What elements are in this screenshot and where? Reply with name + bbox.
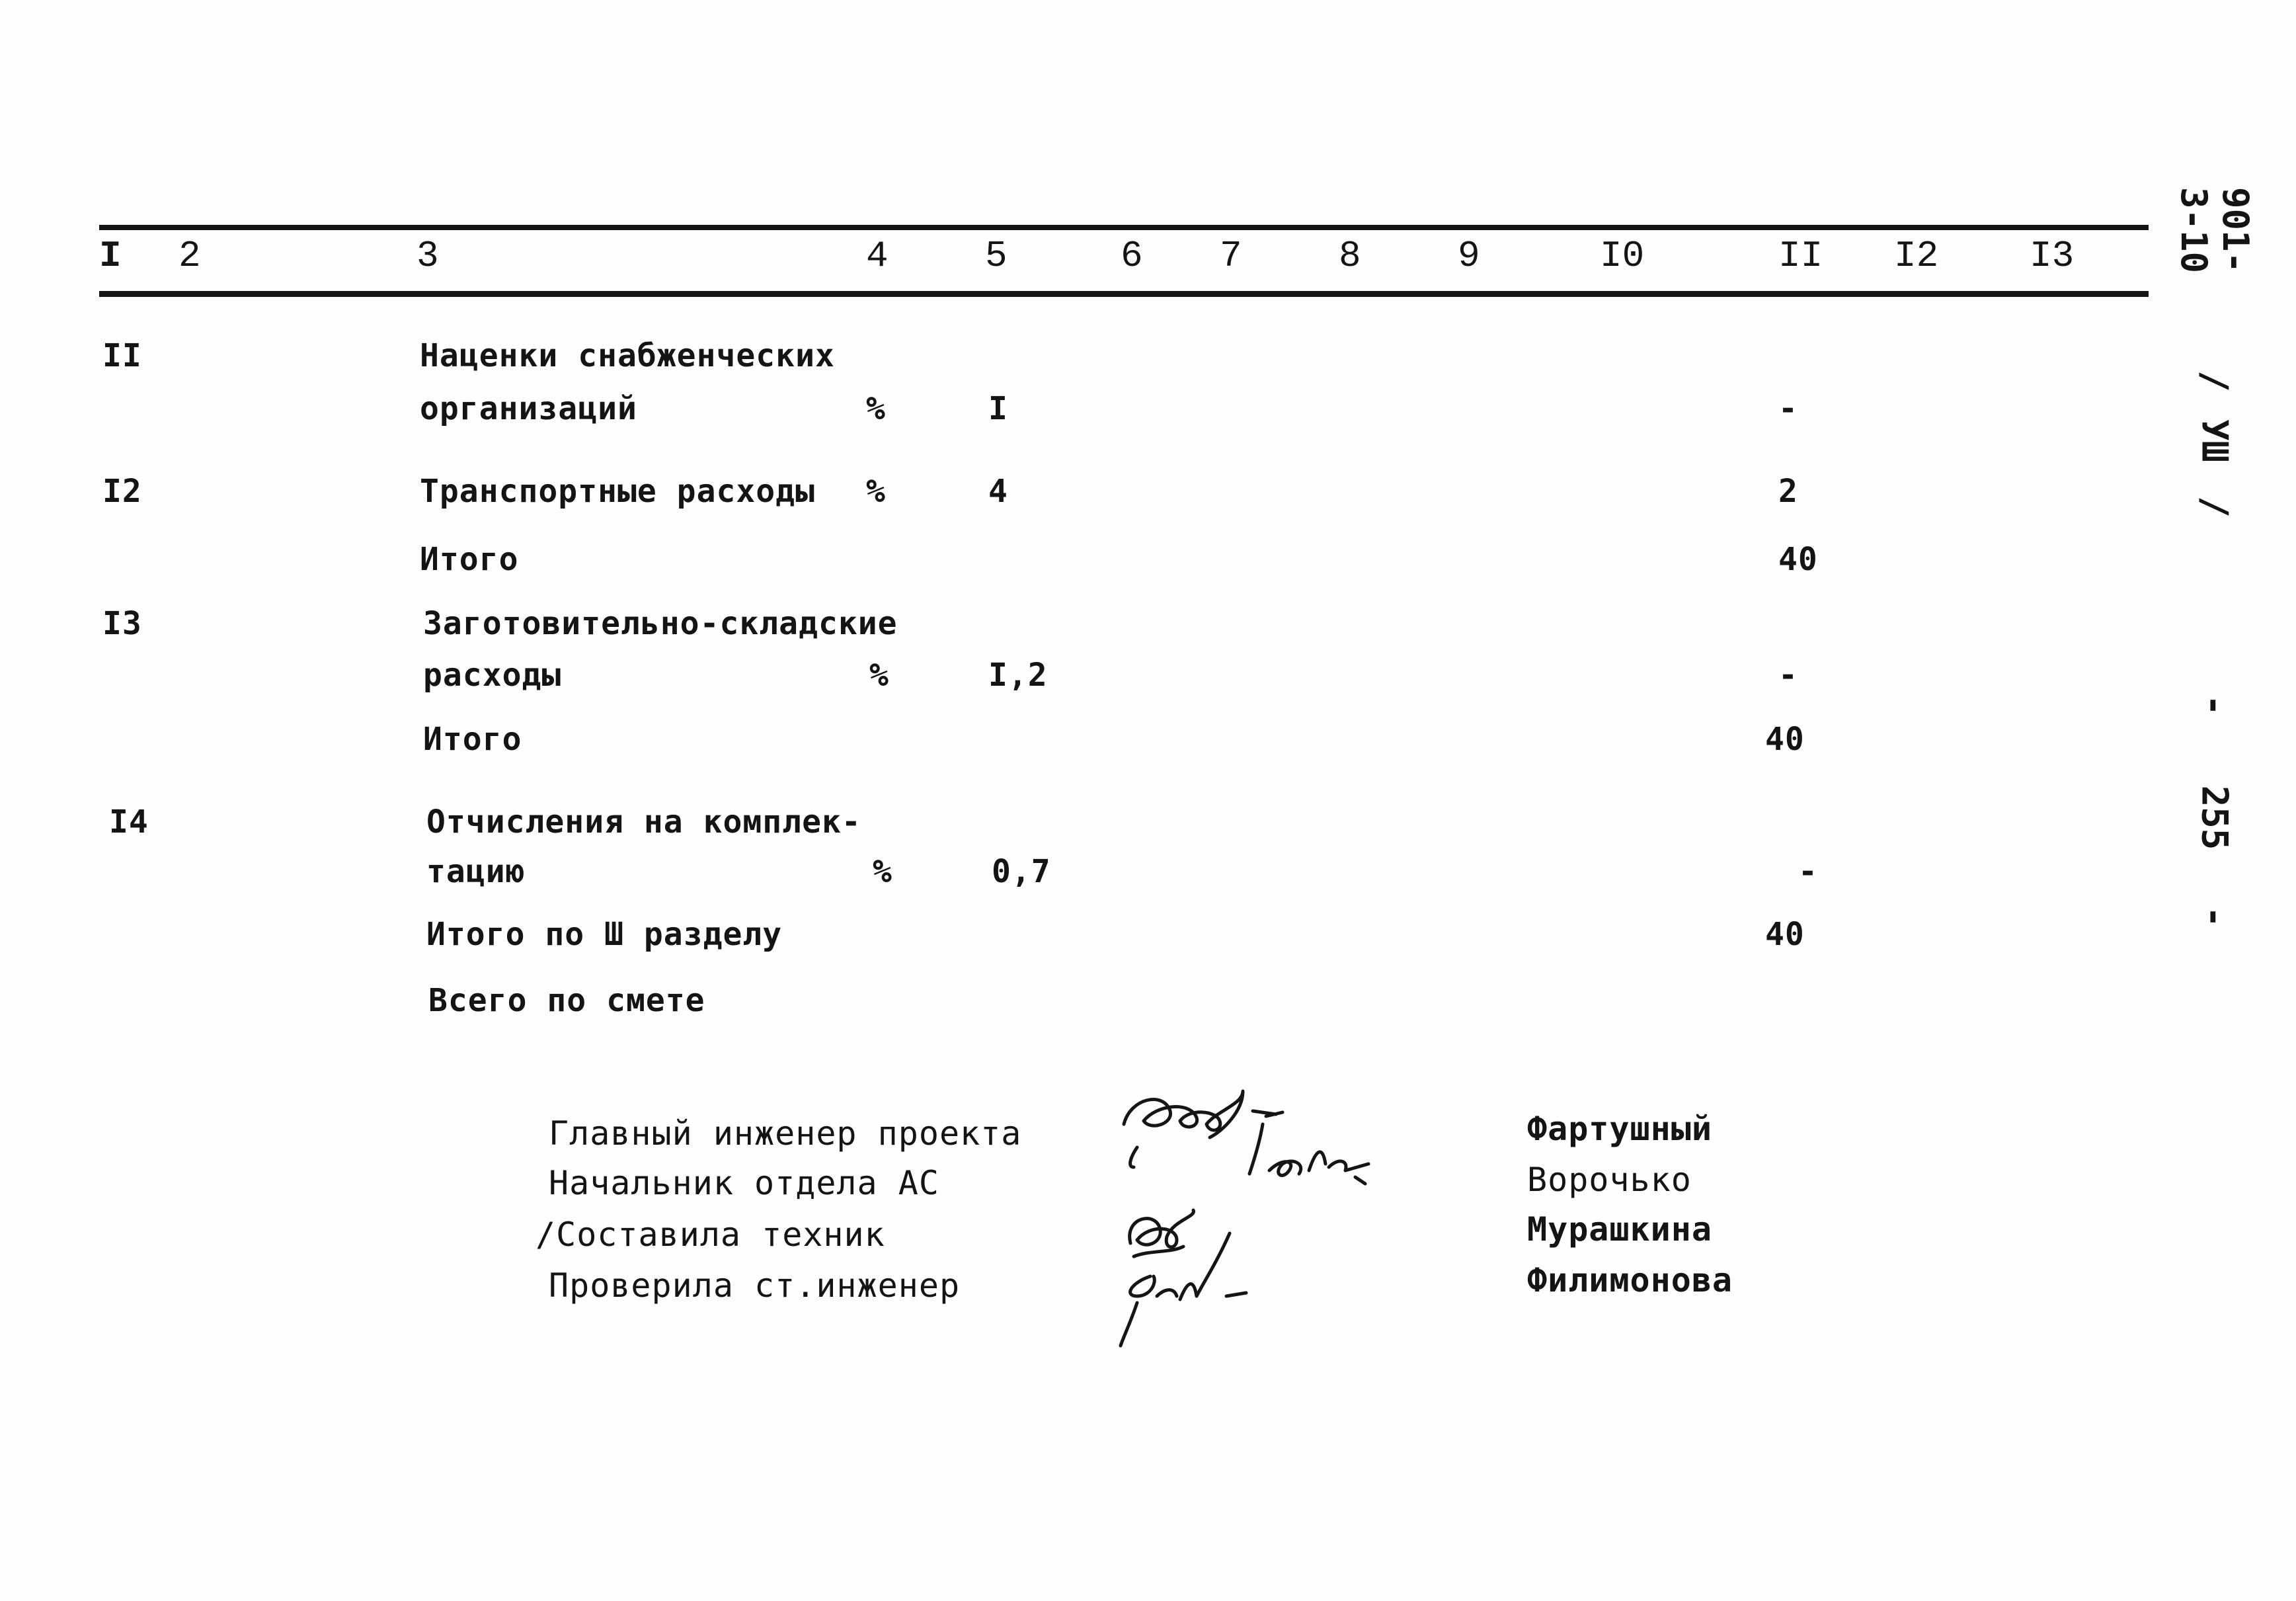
row-number: I4 [109, 803, 149, 841]
signature-technician [1130, 1210, 1194, 1256]
column-header: 8 [1339, 235, 1361, 277]
row-name: Итого [423, 721, 522, 758]
document-code: 901-3-10 [2173, 186, 2256, 274]
row-number: II [102, 337, 142, 374]
row-number: I3 [102, 605, 142, 642]
row-name: Транспортные расходы [420, 473, 815, 510]
row-col11: 2 [1778, 473, 1798, 510]
row-unit: % [873, 853, 892, 890]
signoff-name: Ворочько [1527, 1161, 1692, 1199]
column-header: I0 [1600, 235, 1645, 277]
row-rate: 0,7 [992, 853, 1051, 890]
row-rate: 4 [988, 473, 1008, 510]
signoff-name: Филимонова [1527, 1261, 1733, 1299]
signoff-role: Проверила ст.инженер [549, 1266, 961, 1305]
row-col11: 40 [1765, 916, 1805, 953]
signoff-role: /Составила техник [535, 1215, 885, 1254]
separator-slash: / [2194, 496, 2236, 518]
row-name: Итого по Ш разделу [426, 916, 783, 953]
table-header-rule [99, 291, 2149, 297]
row-name: расходы [423, 657, 562, 694]
signoff-role: Начальник отдела АС [549, 1164, 939, 1202]
row-name: Заготовительно-складские [423, 605, 898, 642]
album-number: УШ [2194, 419, 2236, 463]
row-name: тацию [426, 853, 526, 890]
row-col11: - [1778, 390, 1798, 427]
column-header: 3 [416, 235, 439, 277]
signoff-role: Главный инженер проекта [549, 1114, 1022, 1153]
column-header: I2 [1894, 235, 1939, 277]
row-unit: % [866, 473, 886, 510]
signoff-name: Мурашкина [1527, 1210, 1712, 1249]
column-header: 5 [985, 235, 1008, 277]
signature-chief-engineer [1124, 1091, 1283, 1167]
row-number: I2 [102, 473, 142, 510]
handwritten-signatures [1111, 1085, 1454, 1375]
row-col11: - [1798, 853, 1818, 890]
column-header: 2 [178, 235, 201, 277]
column-header: 4 [866, 235, 889, 277]
signature-head-of-department [1249, 1124, 1368, 1184]
side-margin [2165, 162, 2264, 928]
signature-senior-engineer [1121, 1233, 1246, 1346]
column-header: I [99, 235, 122, 277]
column-header: 9 [1458, 235, 1480, 277]
row-rate: I,2 [988, 657, 1048, 694]
page-number: 255 [2194, 785, 2236, 850]
row-rate: I [988, 390, 1008, 427]
row-unit: % [869, 657, 889, 694]
row-col11: 40 [1765, 721, 1805, 758]
row-name: организаций [420, 390, 637, 427]
column-header: II [1778, 235, 1823, 277]
row-unit: % [866, 390, 886, 427]
signoff-name: Фартушный [1527, 1110, 1712, 1148]
row-name: Итого [420, 541, 519, 578]
page-dash: - [2194, 694, 2236, 716]
column-header: 6 [1121, 235, 1143, 277]
row-col11: - [1778, 657, 1798, 694]
column-header: 7 [1220, 235, 1242, 277]
row-col11: 40 [1778, 541, 1818, 578]
separator-slash: / [2194, 370, 2236, 392]
column-header: I3 [2030, 235, 2075, 277]
row-name: Наценки снабженческих [420, 337, 835, 374]
page-dash: - [2194, 906, 2236, 928]
table-top-rule [99, 225, 2149, 230]
row-name: Всего по смете [428, 982, 705, 1019]
row-name: Отчисления на комплек- [426, 803, 861, 841]
